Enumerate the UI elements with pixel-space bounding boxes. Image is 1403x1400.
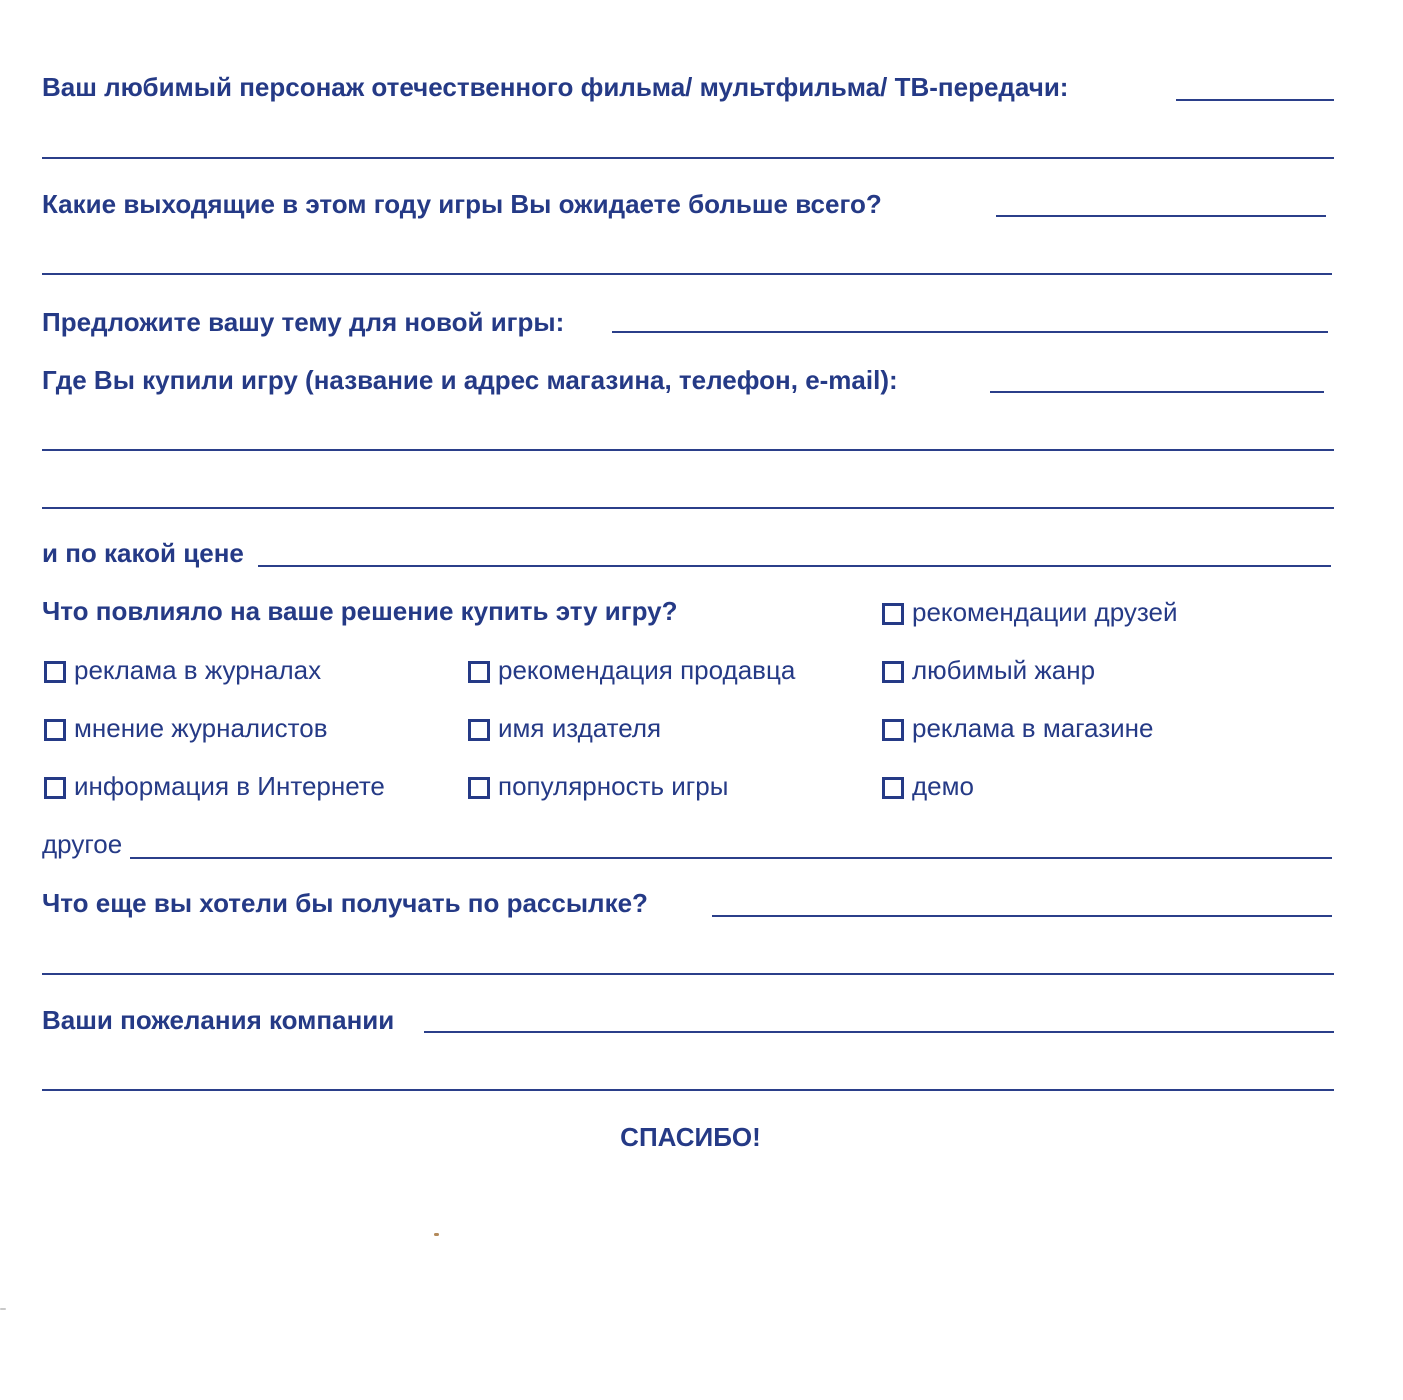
answer-line-newsletter[interactable] bbox=[712, 915, 1332, 917]
checkbox-icon[interactable] bbox=[468, 719, 490, 741]
question-price: и по какой цене bbox=[42, 538, 244, 568]
question-expected-games: Какие выходящие в этом году игры Вы ожидаете больше всего? bbox=[42, 189, 882, 219]
question-company-wishes: Ваши пожелания компании bbox=[42, 1005, 395, 1035]
option-favorite-genre[interactable] bbox=[882, 655, 1095, 685]
answer-line-company-wishes-2[interactable] bbox=[42, 1089, 1334, 1091]
answer-line-newsletter-2[interactable] bbox=[42, 973, 1334, 975]
option-journalists-opinion[interactable] bbox=[44, 713, 328, 743]
checkbox-icon[interactable] bbox=[44, 719, 66, 741]
option-label: популярность игры bbox=[498, 771, 729, 801]
thanks-text: СПАСИБО! bbox=[620, 1122, 761, 1152]
answer-line-new-game-theme[interactable] bbox=[612, 331, 1328, 333]
option-label: реклама в магазине bbox=[912, 713, 1154, 743]
question-new-game-theme: Предложите вашу тему для новой игры: bbox=[42, 307, 565, 337]
scan-speck bbox=[0, 1308, 6, 1310]
checkbox-icon[interactable] bbox=[882, 603, 904, 625]
answer-line-other[interactable] bbox=[130, 857, 1332, 859]
option-other-label: другое bbox=[42, 829, 123, 859]
checkbox-icon[interactable] bbox=[882, 661, 904, 683]
option-label: любимый жанр bbox=[912, 655, 1096, 685]
option-seller-recommendation[interactable] bbox=[468, 655, 795, 685]
scan-speck bbox=[434, 1233, 439, 1236]
option-label: рекомендация продавца bbox=[498, 655, 796, 685]
option-demo[interactable] bbox=[882, 771, 974, 801]
checkbox-icon[interactable] bbox=[44, 777, 66, 799]
option-magazine-ads[interactable] bbox=[44, 655, 321, 685]
option-game-popularity[interactable] bbox=[468, 771, 728, 801]
question-newsletter: Что еще вы хотели бы получать по рассылке? bbox=[42, 888, 648, 918]
answer-line-favorite-character-2[interactable] bbox=[42, 157, 1334, 159]
option-label: имя издателя bbox=[498, 713, 662, 743]
checkbox-icon[interactable] bbox=[882, 777, 904, 799]
question-purchase-influence: Что повлияло на ваше решение купить эту игру? bbox=[42, 596, 678, 626]
checkbox-icon[interactable] bbox=[44, 661, 66, 683]
answer-line-company-wishes[interactable] bbox=[424, 1031, 1334, 1033]
answer-line-where-bought-2[interactable] bbox=[42, 449, 1334, 451]
option-label: реклама в журналах bbox=[74, 655, 322, 685]
question-where-bought: Где Вы купили игру (название и адрес магазина, телефон, e-mail): bbox=[42, 365, 898, 395]
option-publisher-name[interactable] bbox=[468, 713, 661, 743]
option-internet-info[interactable] bbox=[44, 771, 385, 801]
answer-line-expected-games-2[interactable] bbox=[42, 273, 1332, 275]
option-label: информация в Интернете bbox=[74, 771, 385, 801]
option-store-ads[interactable] bbox=[882, 713, 1154, 743]
option-label: рекомендации друзей bbox=[912, 597, 1178, 627]
answer-line-where-bought-3[interactable] bbox=[42, 507, 1334, 509]
question-favorite-character: Ваш любимый персонаж отечественного фильма/ мультфильма/ ТВ-передачи: bbox=[42, 72, 1069, 102]
answer-line-favorite-character[interactable] bbox=[1176, 99, 1334, 101]
option-label: мнение журналистов bbox=[74, 713, 328, 743]
checkbox-icon[interactable] bbox=[882, 719, 904, 741]
option-friends-recommendation[interactable] bbox=[882, 597, 1177, 627]
option-label: демо bbox=[912, 771, 974, 801]
checkbox-icon[interactable] bbox=[468, 777, 490, 799]
checkbox-icon[interactable] bbox=[468, 661, 490, 683]
answer-line-expected-games[interactable] bbox=[996, 215, 1326, 217]
answer-line-price[interactable] bbox=[258, 565, 1331, 567]
answer-line-where-bought[interactable] bbox=[990, 391, 1324, 393]
